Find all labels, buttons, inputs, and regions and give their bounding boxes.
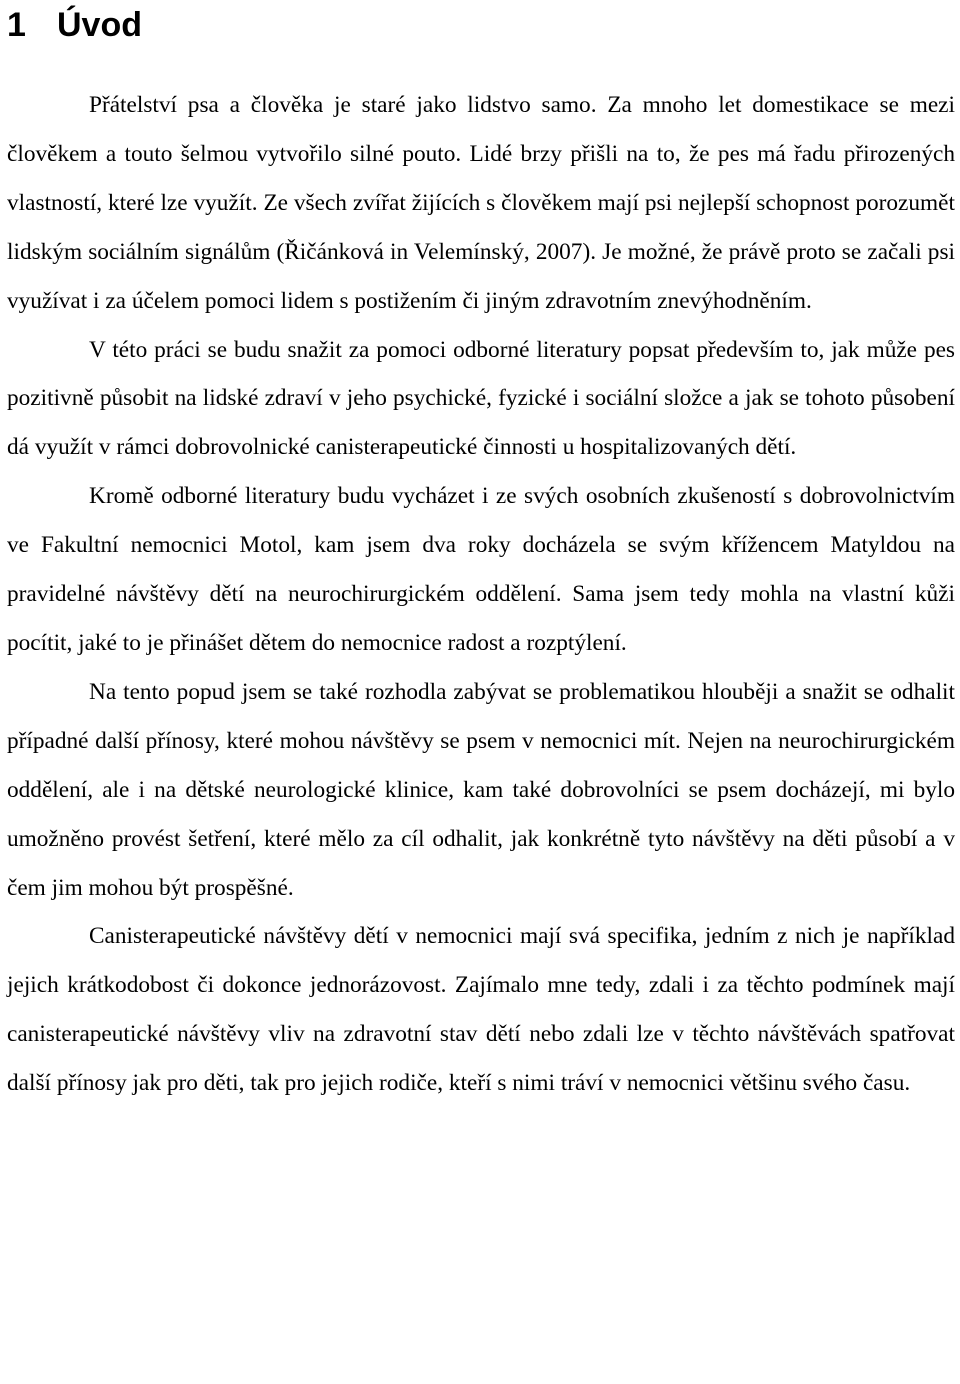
paragraph: Canisterapeutické návštěvy dětí v nemocnici mají svá specifika, jedním z nich je například jejich krátkodobost či dokonce jednorázovost. Zajímalo mne tedy, zdali i za těchto podmínek mají canisterapeutické návštěvy vliv na zdravotní stav dětí nebo zdali lze v těchto návštěvách spatřovat další přínosy jak pro děti, tak pro jejich rodiče, kteří s nimi tráví v nemocnici většinu svého času.: [7, 923, 955, 1097]
paragraph: Přátelství psa a člověka je staré jako lidstvo samo. Za mnoho let domestikace se mezi člověkem a touto šelmou vytvořilo silné pouto. Lidé brzy přišli na to, že pes má řadu přirozených vlastností, které lze využít. Ze všech zvířat žijících s člověkem mají psi nejlepší schopnost porozumět lidským sociálním signálům (Řičánková in Velemínský, 2007). Je možné, že právě proto se začali psi využívat i za účelem pomoci lidem s postižením či jiným zdravotním znevýhodněním.: [7, 92, 955, 314]
chapter-title: Úvod: [57, 6, 142, 44]
paragraph: Kromě odborné literatury budu vycházet i ze svých osobních zkušeností s dobrovolnictvím ve Fakultní nemocnici Motol, kam jsem dva roky docházela se svým křížencem Matyldou na pravidelné návštěvy dětí na neurochirurgickém oddělení. Sama jsem tedy mohla na vlastní kůži pocítit, jaké to je přinášet dětem do nemocnice radost a rozptýlení.: [7, 483, 955, 656]
paragraph: Na tento popud jsem se také rozhodla zabývat se problematikou hlouběji a snažit se odhalit případné další přínosy, které mohou návštěvy se psem v nemocnici mít. Nejen na neurochirurgickém oddělení, ale i na dětské neurologické klinice, kam také dobrovolníci se psem docházejí, mi bylo umožněno provést šetření, které mělo za cíl odhalit, jak konkrétně tyto návštěvy na děti působí a v čem jim mohou být prospěšné.: [7, 678, 955, 901]
chapter-heading: [7, 0, 142, 50]
paragraph: V této práci se budu snažit za pomoci odborné literatury popsat především to, jak může pes pozitivně působit na lidské zdraví v jeho psychické, fyzické i sociální složce a jak se tohoto působení dá využít v rámci dobrovolnické canisterapeutické činnosti u hospitalizovaných dětí.: [7, 336, 955, 461]
chapter-number: 1: [7, 6, 26, 44]
body-text: [7, 81, 955, 1108]
